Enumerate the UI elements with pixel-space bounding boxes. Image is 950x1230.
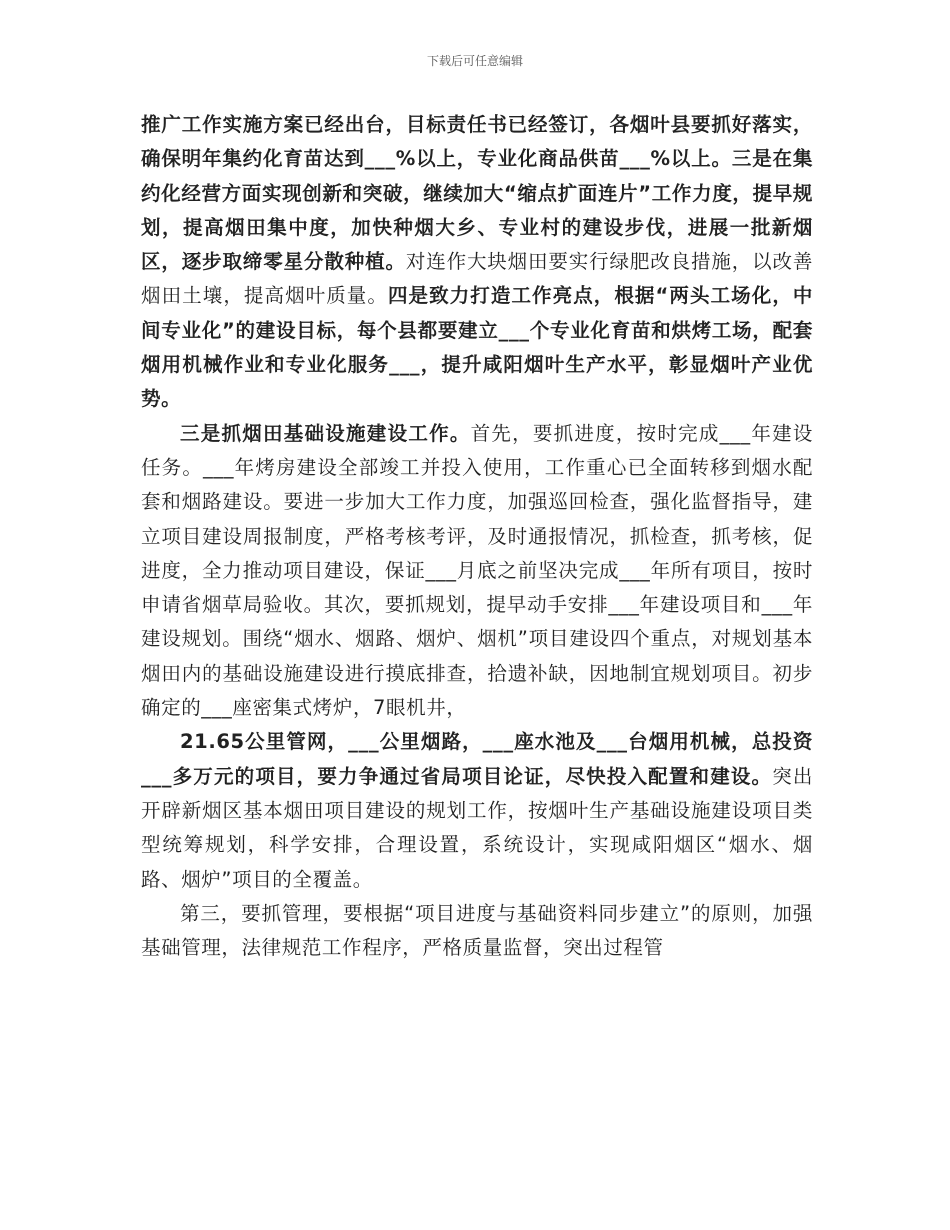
paragraph-4 bbox=[141, 897, 813, 966]
paragraph-1 bbox=[141, 108, 813, 417]
paragraph-3 bbox=[141, 725, 813, 896]
text-regular: 突出开辟新烟区基本烟田项目建设的规划工作，按烟叶生产基础设施建设项目类型统筹规划，科学安排，合理设置，系统设计，实现咸阳烟区“烟水、烟路、烟炉”项目的全覆盖。 bbox=[141, 764, 813, 891]
text-bold: 四是致力打造工作亮点，根据“两头工场化，中间专业化”的建设目标，每个县都要建立___个专业化育苗和烘烤工场，配套烟用机械作业和专业化服务___，提升咸阳烟叶生产水平，彰显烟叶产业优势。 bbox=[141, 284, 813, 411]
paragraph-2 bbox=[141, 417, 813, 726]
text-regular: 第三，要抓管理，要根据“项目进度与基础资料同步建立”的原则，加强基础管理，法律规范工作程序，严格质量监督，突出过程管 bbox=[141, 901, 813, 960]
text-bold: 推广工作实施方案已经出台，目标责任书已经签订，各烟叶县要抓好落实，确保明年集约化育苗达到___%以上，专业化商品供苗___%以上。三是在集约化经营方面实现创新和突破，继续加大“缩点扩面连片”工作力度，提早规划，提高烟田集中度，加快种烟大乡、专业村的建设步伐，进展一批新烟区，逐步取缔零星分散种植。 bbox=[141, 113, 813, 274]
text-regular: 对连作大块烟田要实行绿肥改良措施，以改善烟田土壤，提高烟叶质量。 bbox=[141, 250, 813, 308]
text-regular: 首先，要抓进度，按时完成___年建设任务。___年烤房建设全部竣工并投入使用，工作重心已全面转移到烟水配套和烟路建设。要进一步加大工作力度，加强巡回检查，强化监督指导，建立项目建设周报制度，严格考核考评，及时通报情况，抓检查，抓考核，促进度，全力推动项目建设，保证___月底之前坚决完成___年所有项目，按时申请省烟草局验收。其次，要抓规划，提早动手安排___年建设项目和___年建设规划。围绕“烟水、烟路、烟炉、烟机”项目建设四个重点，对规划基本烟田内的基础设施建设进行摸底排查，拾遗补缺，因地制宜规划项目。初步确定的___座密集式烤炉，7眼机井， bbox=[141, 421, 813, 720]
text-bold: 三是抓烟田基础设施建设工作。 bbox=[180, 421, 471, 445]
text-bold: 21.65公里管网，___公里烟路，___座水池及___台烟用机械，总投资___多万元的项目，要力争通过省局项目论证，尽快投入配置和建设。 bbox=[141, 730, 813, 788]
document-body bbox=[141, 108, 813, 965]
page-header: 下载后可任意编辑 bbox=[426, 54, 523, 68]
